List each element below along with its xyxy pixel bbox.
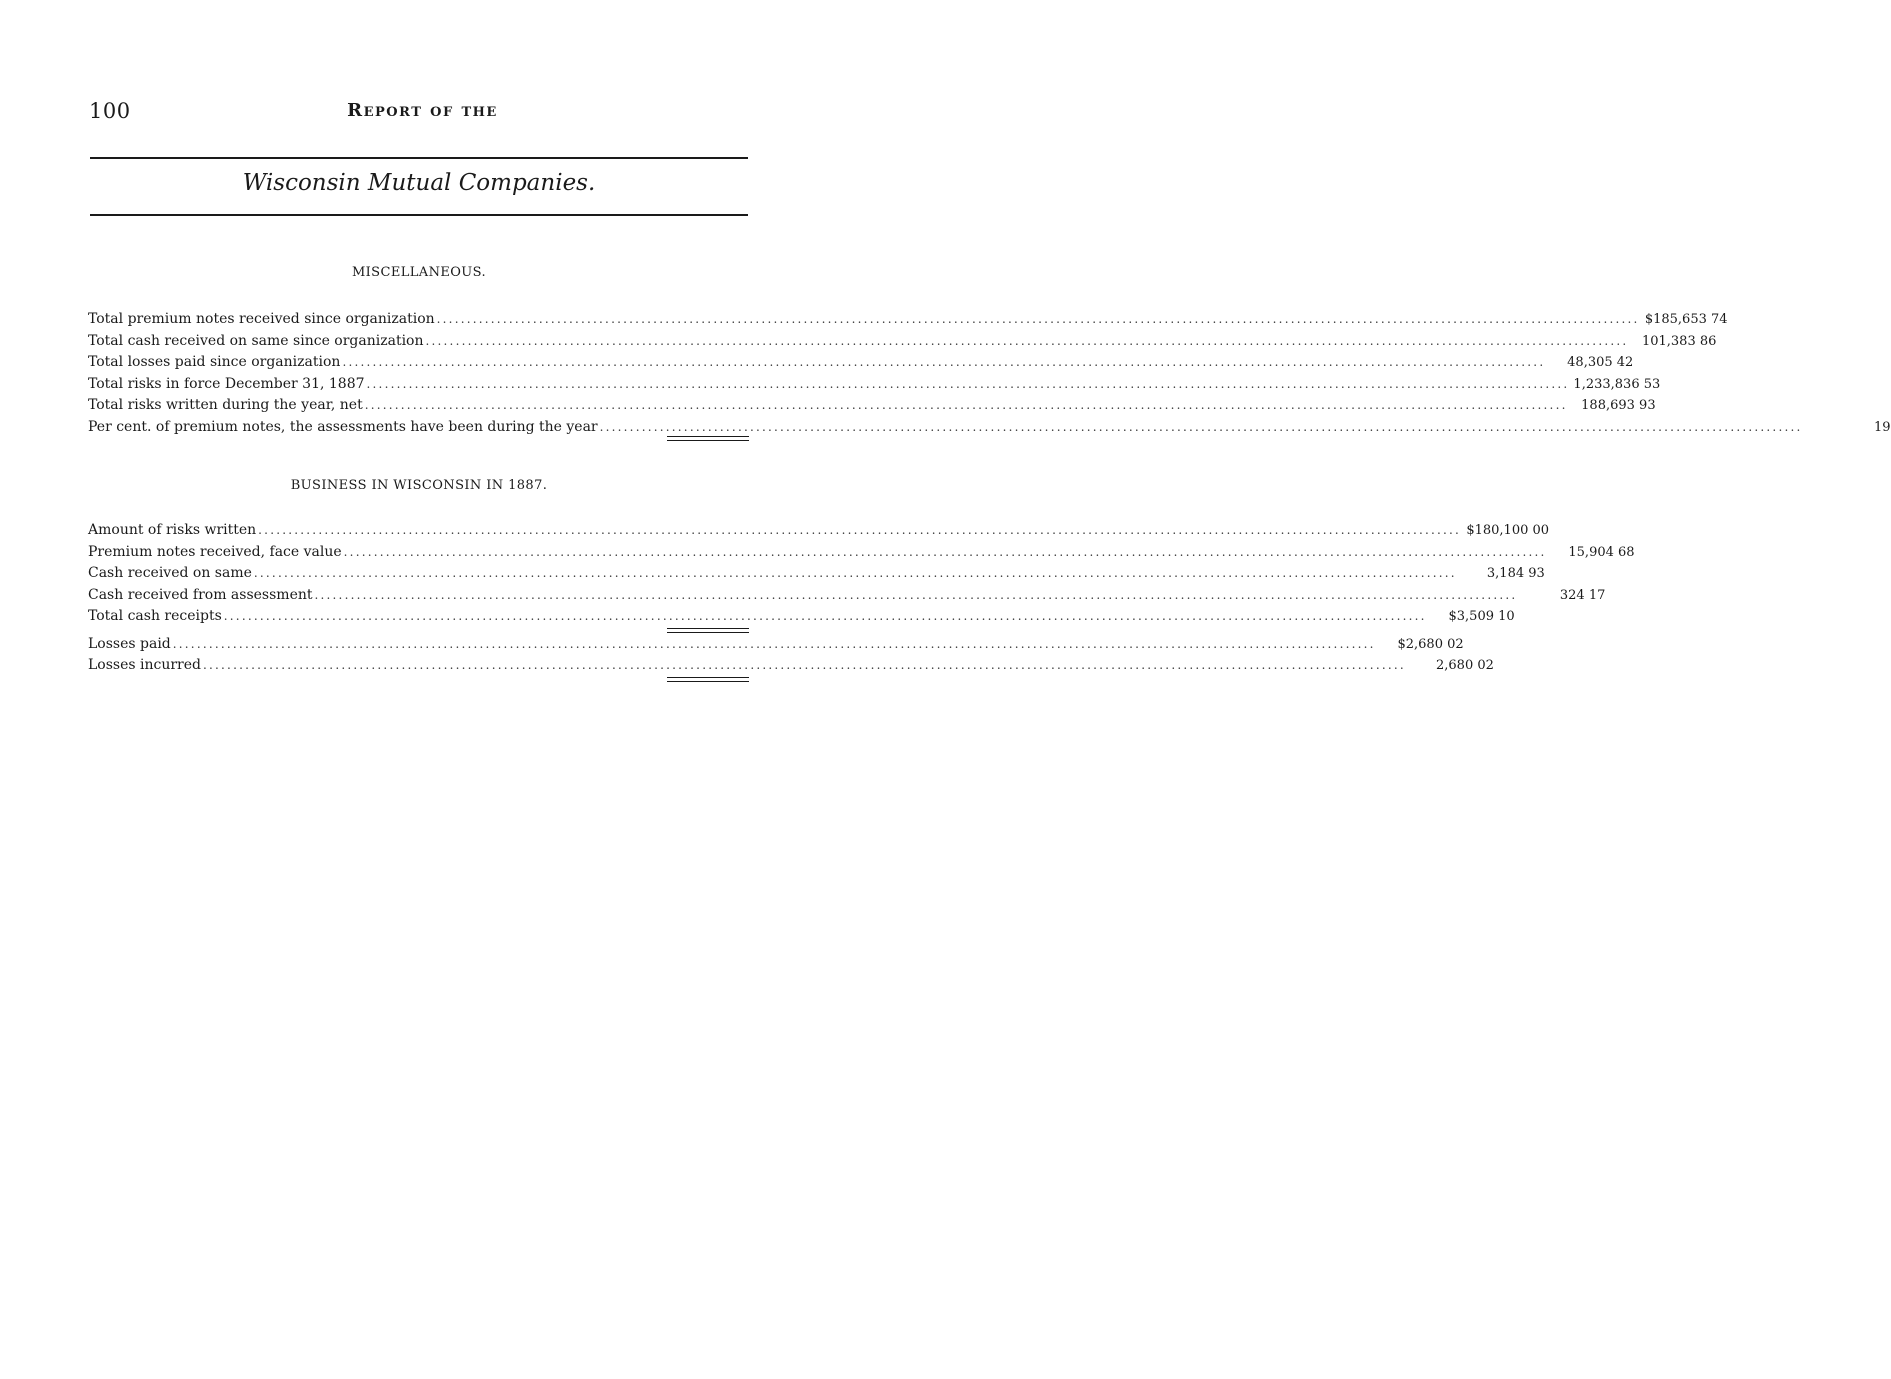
row-amount: 48,305 42 [1567,355,1634,370]
row-amount: $180,100 00 [1466,523,1550,538]
row-label: Total risks written during the year, net [88,397,363,413]
dot-leader: ........................................................................................................................................................................................................ [425,333,1629,348]
row-label: Total cash received on same since organization [88,332,424,349]
dot-leader: ........................................................................................................................................................................................................ [342,355,1546,369]
double-rule [667,628,749,633]
row-amount: 324 17 [1559,587,1606,603]
row-label: Total risks in force December 31, 1887 [88,375,365,392]
dot-leader: ........................................................................................................................................................................................................ [364,398,1568,412]
double-rule [667,677,749,682]
row-label: Per cent. of premium notes, the assessments have been during the year [88,418,598,435]
dot-leader: ........................................................................................................................................................................................................ [343,544,1547,559]
row-label: Cash received from assessment [88,586,313,603]
dot-leader: ........................................................................................................................................................................................................ [366,376,1570,391]
table-row [88,634,1464,656]
table-row [88,352,1634,374]
row-label: Amount of risks written [88,522,257,538]
row-label: Total premium notes received since organization [88,311,435,327]
row-amount: 1,233,836 53 [1573,376,1661,392]
table-row [88,655,1494,677]
business-table [88,520,1635,677]
business-heading: BUSINESS IN WISCONSIN IN 1887. [290,478,548,493]
row-label: Losses incurred [88,657,201,673]
running-title: Report of the [347,100,498,121]
miscellaneous-heading: MISCELLANEOUS. [351,265,487,280]
row-amount: 3,184 93 [1486,566,1545,581]
row-label: Total losses paid since organization [88,354,341,370]
page-number: 100 [89,99,131,123]
row-amount: $3,509 10 [1448,609,1515,624]
row-amount: 2,680 02 [1436,658,1494,673]
table-row [88,520,1550,542]
row-amount: $185,653 74 [1644,312,1728,327]
row-amount: 101,383 86 [1641,333,1717,349]
miscellaneous-table [88,309,1891,438]
double-rule [667,436,749,441]
dot-leader: ........................................................................................................................................................................................................ [314,587,1518,602]
table-row [88,417,1891,439]
bottom-rule [90,214,748,216]
table-row [88,374,1661,396]
row-label: Cash received on same [88,565,252,581]
top-rule [90,157,748,159]
table-row [88,309,1728,331]
dot-leader: ........................................................................................................................................................................................................ [253,566,1457,580]
row-label: Losses paid [88,635,171,652]
row-label: Premium notes received, face value [88,543,342,560]
table-row [88,606,1515,628]
dot-leader: ........................................................................................................................................................................................................ [203,658,1406,672]
row-amount: 188,693 93 [1581,398,1656,413]
table-row [88,585,1606,607]
section-subtitle: Wisconsin Mutual Companies. [242,170,596,196]
table-row [88,542,1635,564]
row-amount: 19 [1873,419,1891,435]
table-row [88,563,1545,585]
dot-leader: ........................................................................................................................................................................................................ [258,523,1462,537]
dot-leader: ........................................................................................................................................................................................................ [223,609,1427,623]
table-row [88,395,1656,417]
dot-leader: ........................................................................................................................................................................................................ [599,419,1803,434]
table-row [88,331,1717,353]
row-amount: 15,904 68 [1568,544,1635,560]
dot-leader: ........................................................................................................................................................................................................ [172,636,1376,651]
dot-leader: ........................................................................................................................................................................................................ [436,312,1640,326]
row-amount: $2,680 02 [1397,636,1464,652]
row-label: Total cash receipts [88,608,222,624]
